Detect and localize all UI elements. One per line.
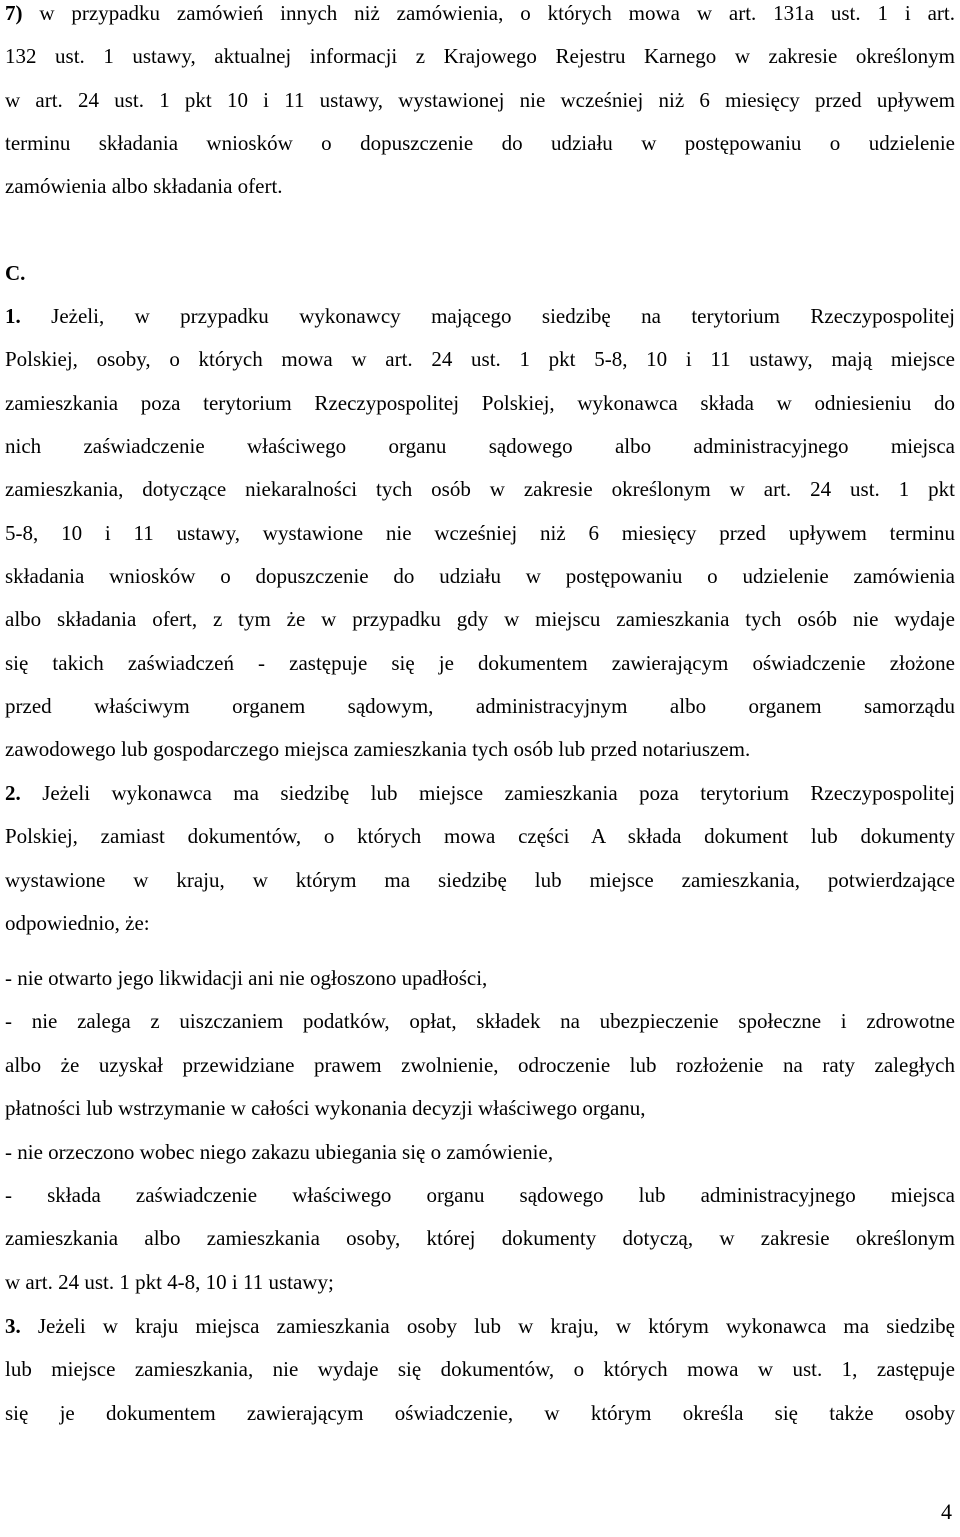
section-heading bbox=[5, 260, 955, 286]
list-marker: 2. bbox=[5, 781, 21, 805]
line-text: 5-8, 10 i 11 ustawy, wystawione nie wcześniej niż 6 miesięcy przed upływem terminu bbox=[5, 521, 955, 545]
list-marker: 1. bbox=[5, 304, 21, 328]
line-text: - nie otwarto jego likwidacji ani nie ogłoszono upadłości, bbox=[5, 966, 488, 990]
line-text: Polskiej, zamiast dokumentów, o których mowa części A składa dokument lub dokumenty bbox=[5, 824, 955, 848]
line-text: zamieszkania, dotyczące niekaralności tych osób w zakresie określonym w art. 24 ust. 1 pkt bbox=[5, 477, 955, 501]
list-item bbox=[5, 1182, 955, 1208]
line-text: wystawione w kraju, w którym ma siedzibę lub miejsce zamieszkania, potwierdzające bbox=[5, 868, 955, 892]
text-line bbox=[5, 1225, 955, 1251]
line-text: zamieszkania albo zamieszkania osoby, której dokumenty dotyczą, w zakresie określonym bbox=[5, 1226, 955, 1250]
text-line bbox=[5, 43, 955, 69]
line-text: zawodowego lub gospodarczego miejsca zamieszkania tych osób lub przed notariuszem. bbox=[5, 737, 751, 761]
line-text: w art. 24 ust. 1 pkt 4-8, 10 i 11 ustawy; bbox=[5, 1270, 334, 1294]
list-item bbox=[5, 965, 955, 991]
line-text: w przypadku zamówień innych niż zamówienia, o których mowa w art. 131a ust. 1 i art. bbox=[22, 1, 955, 25]
text-line bbox=[5, 346, 955, 372]
line-text: - nie zalega z uiszczaniem podatków, opłat, składek na ubezpieczenie społeczne i zdrowotne bbox=[5, 1009, 955, 1033]
line-text: Jeżeli wykonawca ma siedzibę lub miejsce zamieszkania poza terytorium Rzeczypospolitej bbox=[20, 781, 955, 805]
text-line bbox=[5, 606, 955, 632]
line-text: składania wniosków o dopuszczenie do udziału w postępowaniu o udzielenie zamówienia bbox=[5, 564, 955, 588]
text-line bbox=[5, 173, 955, 199]
text-line bbox=[5, 433, 955, 459]
line-text: przed właściwym organem sądowym, administracyjnym albo organem samorządu bbox=[5, 694, 955, 718]
line-text: terminu składania wniosków o dopuszczenie do udziału w postępowaniu o udzielenie bbox=[5, 131, 955, 155]
line-text: płatności lub wstrzymanie w całości wykonania decyzji właściwego organu, bbox=[5, 1096, 646, 1120]
text-line bbox=[5, 1313, 955, 1339]
page-number: 4 bbox=[941, 1499, 952, 1524]
list-item bbox=[5, 1139, 955, 1165]
text-line bbox=[5, 910, 955, 936]
text-line bbox=[5, 1095, 955, 1121]
line-text: Jeżeli, w przypadku wykonawcy mającego siedzibę na terytorium Rzeczypospolitej bbox=[20, 304, 955, 328]
text-line bbox=[5, 650, 955, 676]
text-line bbox=[5, 823, 955, 849]
text-line bbox=[5, 390, 955, 416]
text-line bbox=[5, 130, 955, 156]
text-line bbox=[5, 87, 955, 113]
text-line bbox=[5, 520, 955, 546]
line-text: - składa zaświadczenie właściwego organu sądowego lub administracyjnego miejsca bbox=[5, 1183, 955, 1207]
text-line bbox=[5, 1052, 955, 1078]
text-line bbox=[5, 1400, 955, 1426]
line-text: odpowiednio, że: bbox=[5, 911, 150, 935]
text-line bbox=[5, 0, 955, 26]
line-text: nich zaświadczenie właściwego organu sądowego albo administracyjnego miejsca bbox=[5, 434, 955, 458]
line-text: 132 ust. 1 ustawy, aktualnej informacji z Krajowego Rejestru Karnego w zakresie określonym bbox=[5, 44, 955, 68]
line-text: Jeżeli w kraju miejsca zamieszkania osoby lub w kraju, w którym wykonawca ma siedzibę bbox=[20, 1314, 955, 1338]
line-text: się je dokumentem zawierającym oświadczenie, w którym określa się także osoby bbox=[5, 1401, 955, 1425]
text-line bbox=[5, 736, 955, 762]
line-text: zamieszkania poza terytorium Rzeczypospolitej Polskiej, wykonawca składa w odniesieniu do bbox=[5, 391, 955, 415]
line-text: albo że uzyskał przewidziane prawem zwolnienie, odroczenie lub rozłożenie na raty zaległych bbox=[5, 1053, 955, 1077]
section-label: C. bbox=[5, 261, 26, 285]
line-text: albo składania ofert, z tym że w przypadku gdy w miejscu zamieszkania tych osób nie wydaje bbox=[5, 607, 955, 631]
line-text: się takich zaświadczeń - zastępuje się je dokumentem zawierającym oświadczenie złożone bbox=[5, 651, 955, 675]
text-line bbox=[5, 476, 955, 502]
line-text: zamówienia albo składania ofert. bbox=[5, 174, 283, 198]
line-text: - nie orzeczono wobec niego zakazu ubiegania się o zamówienie, bbox=[5, 1140, 554, 1164]
text-line bbox=[5, 867, 955, 893]
text-line bbox=[5, 780, 955, 806]
line-text: Polskiej, osoby, o których mowa w art. 24 ust. 1 pkt 5-8, 10 i 11 ustawy, mają miejsce bbox=[5, 347, 955, 371]
text-line bbox=[5, 1269, 955, 1295]
line-text: w art. 24 ust. 1 pkt 10 i 11 ustawy, wystawionej nie wcześniej niż 6 miesięcy przed upływem bbox=[5, 88, 955, 112]
list-marker: 7) bbox=[5, 1, 23, 25]
text-line bbox=[5, 1356, 955, 1382]
text-line bbox=[5, 303, 955, 329]
list-marker: 3. bbox=[5, 1314, 21, 1338]
text-line bbox=[5, 693, 955, 719]
line-text: lub miejsce zamieszkania, nie wydaje się dokumentów, o których mowa w ust. 1, zastępuje bbox=[5, 1357, 955, 1381]
text-line bbox=[5, 563, 955, 589]
list-item bbox=[5, 1008, 955, 1034]
